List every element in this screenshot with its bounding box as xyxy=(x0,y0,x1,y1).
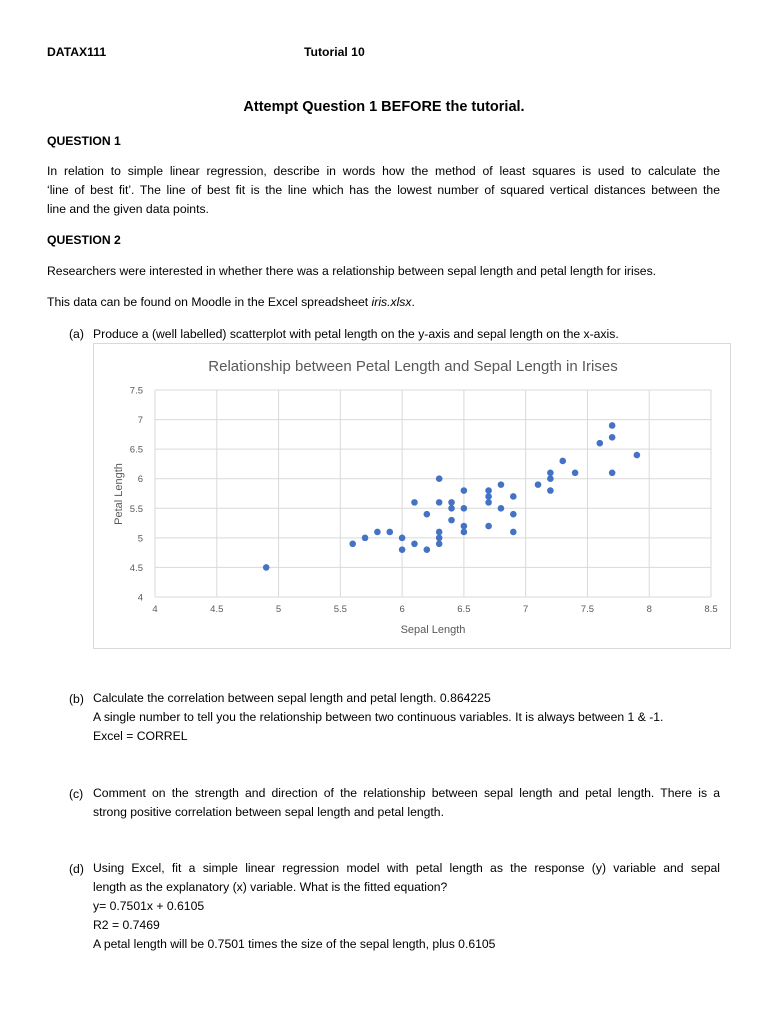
scatter-point xyxy=(461,529,468,536)
y-tick-label: 7 xyxy=(137,415,143,427)
x-tick-label: 5 xyxy=(275,604,282,615)
x-tick-label: 8 xyxy=(646,604,652,615)
scatter-point xyxy=(448,505,455,512)
scatter-point xyxy=(535,481,542,488)
scatter-point xyxy=(448,499,455,506)
x-tick-label: 4.5 xyxy=(210,604,224,615)
scatter-point xyxy=(498,481,505,488)
question-2-intro: Researchers were interested in whether there was a relationship between sepal length and petal length for irises. xyxy=(47,264,657,278)
x-tick-label: 4 xyxy=(152,604,158,615)
scatter-point xyxy=(399,535,406,542)
scatter-point xyxy=(498,505,505,512)
part-d-line: length as the explanatory (x) variable. What is the fitted equation? xyxy=(93,880,448,894)
tutorial-number: Tutorial 10 xyxy=(304,45,365,59)
scatter-point xyxy=(609,422,616,429)
data-note-suffix: . xyxy=(411,295,415,309)
scatter-point xyxy=(572,470,579,477)
part-a-label: (a) xyxy=(69,327,84,341)
question-1-line: ‘line of best fit’. The line of best fit is the line which has the lowest number of squared vertical distances between the xyxy=(47,183,720,197)
part-d-line: y= 0.7501x + 0.6105 xyxy=(93,899,205,913)
scatter-point xyxy=(411,499,418,506)
scatter-point xyxy=(510,529,517,536)
x-tick-label: 6.5 xyxy=(457,604,471,615)
scatter-point xyxy=(461,487,468,494)
scatter-point xyxy=(547,470,554,477)
chart-title: Relationship between Petal Length and Sepal Length in Irises xyxy=(208,358,618,375)
scatter-point xyxy=(510,511,517,518)
y-tick-label: 4 xyxy=(137,592,143,604)
scatter-point xyxy=(448,517,455,524)
y-tick-label: 5 xyxy=(137,533,143,545)
part-b-line: Calculate the correlation between sepal length and petal length. 0.864225 xyxy=(93,691,491,705)
scatter-point xyxy=(510,493,517,500)
x-tick-label: 7.5 xyxy=(580,604,595,615)
scatter-point xyxy=(436,475,443,482)
data-points xyxy=(263,422,640,571)
scatter-point xyxy=(547,487,554,494)
scatter-point xyxy=(609,470,616,477)
y-tick-label: 6.5 xyxy=(129,444,143,456)
scatter-point xyxy=(362,535,369,542)
scatter-point xyxy=(559,458,566,465)
scatter-point xyxy=(485,493,492,500)
part-c-label: (c) xyxy=(69,787,84,801)
scatter-point xyxy=(547,475,554,482)
question-1-line: In relation to simple linear regression, describe in words how the method of least squares is used to calculate the xyxy=(47,164,720,178)
scatter-point xyxy=(263,564,270,571)
y-tick-label: 5.5 xyxy=(129,503,143,515)
scatter-point xyxy=(374,529,381,536)
y-axis-label: Petal Length xyxy=(113,463,125,525)
question-1-heading: QUESTION 1 xyxy=(47,134,121,148)
data-file-name: iris.xlsx xyxy=(371,295,412,309)
scatter-point xyxy=(634,452,641,459)
course-code: DATAX111 xyxy=(47,45,107,59)
scatter-point xyxy=(485,499,492,506)
y-tick-label: 4.5 xyxy=(129,562,143,574)
part-d-label: (d) xyxy=(69,862,84,876)
y-tick-label: 6 xyxy=(137,474,143,486)
scatter-point xyxy=(485,523,492,530)
part-c-line: strong positive correlation between sepal length and petal length. xyxy=(93,805,444,819)
part-d-line: Using Excel, fit a simple linear regression model with petal length as the response (y) variable and sepal xyxy=(93,861,720,875)
y-axis-ticks xyxy=(130,386,143,604)
scatter-point xyxy=(424,546,431,553)
x-axis-label: Sepal Length xyxy=(400,624,466,636)
part-d-line: A petal length will be 0.7501 times the size of the sepal length, plus 0.6105 xyxy=(93,937,496,951)
scatter-point xyxy=(386,529,393,536)
y-tick-label: 7.5 xyxy=(129,385,143,397)
question-1-line: line and the given data points. xyxy=(47,202,209,216)
question-1-body xyxy=(47,162,720,219)
scatterplot-chart xyxy=(93,343,731,649)
scatterplot-svg xyxy=(94,344,730,648)
scatter-point xyxy=(609,434,616,441)
scatter-point xyxy=(436,540,443,547)
scatter-point xyxy=(436,499,443,506)
part-b-body xyxy=(93,689,720,746)
scatter-point xyxy=(436,529,443,536)
scatter-point xyxy=(399,546,406,553)
part-b-line: Excel = CORREL xyxy=(93,729,188,743)
x-axis-ticks xyxy=(152,604,717,615)
part-c-line: Comment on the strength and direction of the relationship between sepal length and petal length. There is a xyxy=(93,786,720,800)
instruction-heading: Attempt Question 1 BEFORE the tutorial. xyxy=(243,99,525,115)
scatter-point xyxy=(597,440,604,447)
scatter-point xyxy=(485,487,492,494)
scatter-point xyxy=(411,540,418,547)
part-c-body xyxy=(93,784,720,822)
part-a-text: Produce a (well labelled) scatterplot with petal length on the y-axis and sepal length on the x-axis. xyxy=(93,327,619,341)
scatter-point xyxy=(424,511,431,518)
scatter-point xyxy=(461,523,468,530)
x-tick-label: 7 xyxy=(523,604,529,615)
scatter-point xyxy=(461,505,468,512)
x-tick-label: 6 xyxy=(399,604,405,615)
data-source-note xyxy=(47,295,415,309)
question-2-heading: QUESTION 2 xyxy=(47,233,121,247)
part-d-body xyxy=(93,859,720,954)
part-d-line: R2 = 0.7469 xyxy=(93,918,160,932)
scatter-point xyxy=(436,535,443,542)
part-b-label: (b) xyxy=(69,692,84,706)
chart-gridlines xyxy=(155,390,711,597)
scatter-point xyxy=(349,540,356,547)
x-tick-label: 5.5 xyxy=(333,604,347,615)
x-tick-label: 8.5 xyxy=(704,604,718,615)
part-b-line: A single number to tell you the relationship between two continuous variables. It is always between 1 & -1. xyxy=(93,710,664,724)
data-note-prefix: This data can be found on Moodle in the Excel spreadsheet xyxy=(47,295,372,309)
